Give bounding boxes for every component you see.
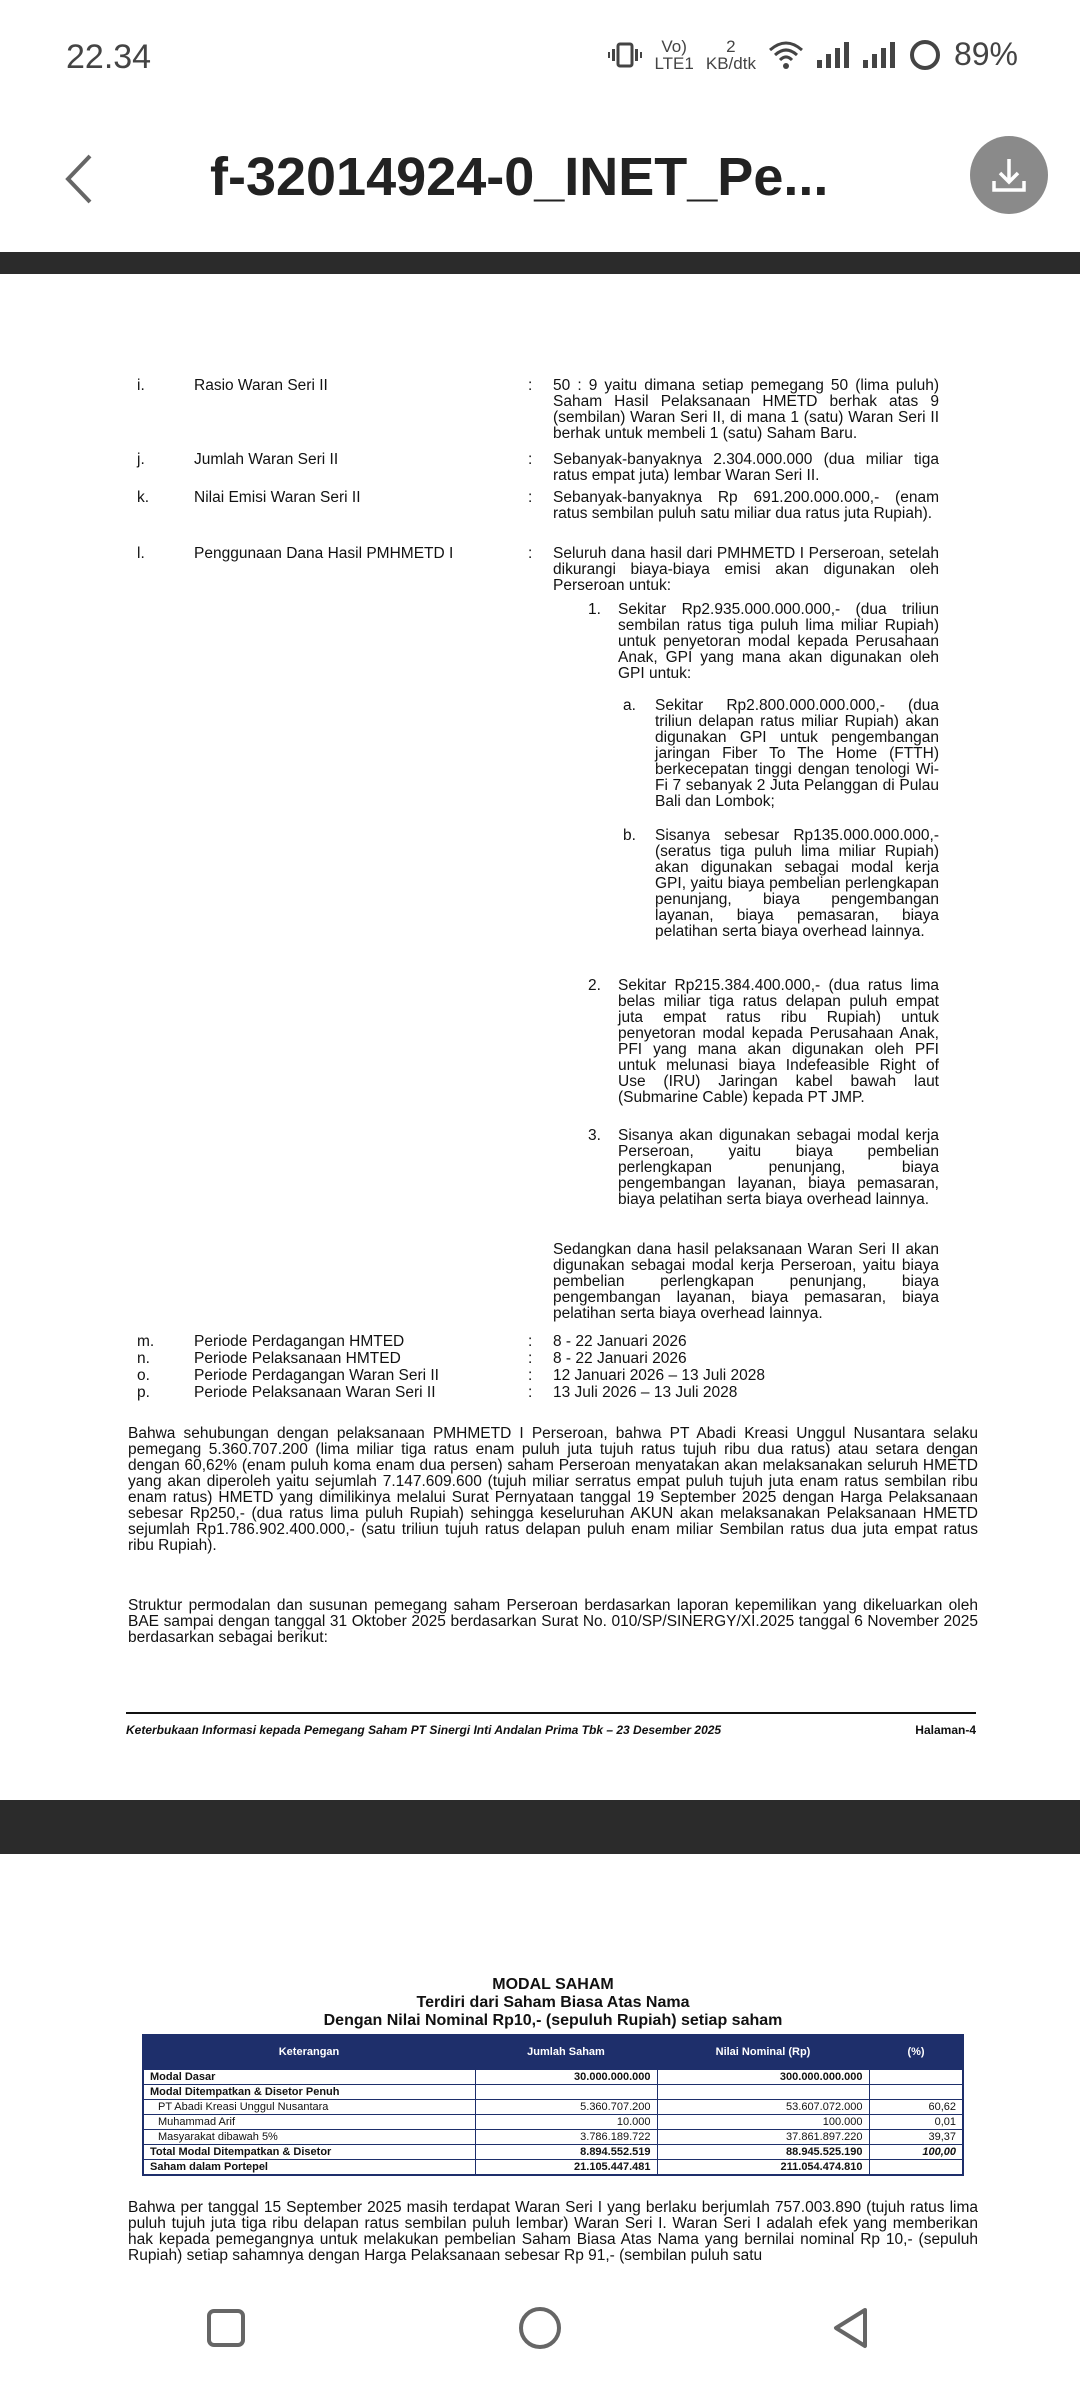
col-header-jumlah-saham: Jumlah Saham: [475, 2035, 657, 2069]
item-label: Rasio Waran Seri II: [194, 377, 328, 394]
period-marker: p.: [137, 1384, 150, 1401]
volte-indicator: Vo) LTE1: [654, 36, 694, 73]
nav-back-button[interactable]: [830, 2306, 870, 2350]
network-speed: 2 KB/dtk: [705, 36, 756, 73]
item-separator: :: [528, 545, 533, 562]
cell-percent: 100,00: [869, 2145, 963, 2160]
document-page-5: [0, 1854, 1080, 2270]
capital-table: [142, 2034, 964, 2176]
cell-nominal: [657, 2085, 869, 2100]
table-row: [143, 2115, 963, 2130]
item-separator: :: [528, 377, 533, 394]
capital-title-block: [128, 1976, 978, 2030]
col-header-nilai-nominal: Nilai Nominal (Rp): [657, 2035, 869, 2069]
period-separator: :: [528, 1367, 533, 1384]
use-sub-text: Sisanya sebesar Rp135.000.000.000,- (seratus tiga puluh lima miliar Rupiah) akan digunakan sebagai modal kerja GPI, yaitu biaya pembelian perlengkapan penunjang, biaya pengembangan layanan, biaya pemasaran, biaya pelatihan serta biaya overhead lainnya.: [655, 827, 939, 940]
page-number: Halaman-4: [915, 1723, 976, 1737]
cell-percent: 60,62: [869, 2100, 963, 2115]
period-value: 8 - 22 Januari 2026: [553, 1333, 687, 1350]
use-text: Sisanya akan digunakan sebagai modal kerja Perseroan, yaitu biaya pembelian perlengkapan penunjang, biaya pengembangan layanan, biaya pemasaran, biaya pelatihan serta biaya overhead lainnya.: [618, 1127, 939, 1208]
period-value: 12 Januari 2026 – 13 Juli 2028: [553, 1367, 765, 1384]
wifi-icon: [768, 40, 804, 70]
page-separator-top: [0, 252, 1080, 274]
download-button[interactable]: [970, 136, 1048, 214]
table-row: [143, 2130, 963, 2145]
period-label: Periode Perdagangan Waran Seri II: [194, 1367, 439, 1384]
item-marker: j.: [137, 451, 145, 468]
cell-shares: 5.360.707.200: [475, 2100, 657, 2115]
cell-nominal: 37.861.897.220: [657, 2130, 869, 2145]
item-text: Seluruh dana hasil dari PMHMETD I Perseroan, setelah dikurangi biaya-biaya emisi akan digunakan oleh Perseroan untuk:: [553, 545, 939, 594]
item-label: Nilai Emisi Waran Seri II: [194, 489, 361, 506]
page-separator-middle: [0, 1800, 1080, 1854]
capital-subtitle: Terdiri dari Saham Biasa Atas Nama: [416, 1994, 690, 2011]
period-marker: n.: [137, 1350, 150, 1367]
document-title: f-32014924-0_INET_Pe...: [210, 147, 829, 207]
navigation-bar: [0, 2270, 1080, 2388]
circle-icon: [518, 2306, 562, 2350]
cell-percent: 0,01: [869, 2115, 963, 2130]
table-row: [143, 2100, 963, 2115]
signal-icon-1: [816, 40, 850, 70]
square-icon: [206, 2308, 246, 2348]
status-time: 22.34: [66, 38, 152, 76]
status-icons: [608, 36, 1018, 73]
cell-label: Muhammad Arif: [143, 2115, 475, 2130]
period-label: Periode Pelaksanaan HMTED: [194, 1350, 401, 1367]
period-value: 13 Juli 2026 – 13 Juli 2028: [553, 1384, 738, 1401]
signal-icon-2: [862, 40, 896, 70]
cell-label: Modal Dasar: [143, 2069, 475, 2085]
cell-percent: [869, 2160, 963, 2176]
table-header-row: [143, 2035, 963, 2069]
paragraph-pmhmetd: Bahwa sehubungan dengan pelaksanaan PMHMETD I Perseroan, bahwa PT Abadi Kreasi Unggul Nusantara selaku pemegang 5.360.707.200 (lima miliar tiga ratus enam puluh juta tujuh ratus tujuh ribu dua ratus) atau setara dengan dengan 60,62% (enam puluh koma enam dua persen) saham Perseroan menyatakan akan melaksanakan seluruh HMETD yang akan diperoleh yaitu sejumlah 7.147.609.600 (tujuh miliar serratus empat puluh tujuh juta enam ratus sembilan ribu enam ratus) HMETD yang dimilikinya melalui Surat Pernyataan tanggal 19 September 2025 dengan Harga Pelaksanaan sebesar Rp250,- (dua ratus lima puluh Rupiah) sehingga keseluruhan AKUN akan melaksanakan Pelaksanaan HMETD sejumlah Rp1.786.902.400.000,- (satu triliun tujuh ratus delapan puluh enam miliar Sembilan ratus dua juta empat ratus ribu Rupiah).: [128, 1425, 978, 1554]
period-value: 8 - 22 Januari 2026: [553, 1350, 687, 1367]
cell-nominal: 300.000.000.000: [657, 2069, 869, 2085]
cell-shares: 21.105.447.481: [475, 2160, 657, 2176]
app-bar: [0, 110, 1080, 250]
cell-percent: [869, 2069, 963, 2085]
cell-shares: 30.000.000.000: [475, 2069, 657, 2085]
use-number: 2.: [588, 977, 601, 994]
back-button[interactable]: [52, 144, 112, 214]
period-separator: :: [528, 1350, 533, 1367]
cell-percent: 39,37: [869, 2130, 963, 2145]
col-header-percent: (%): [869, 2035, 963, 2069]
page-footer: [126, 1712, 976, 1738]
battery-percent: 89%: [953, 36, 1018, 72]
item-marker: l.: [137, 545, 145, 562]
cell-shares: 10.000: [475, 2115, 657, 2130]
period-label: Periode Pelaksanaan Waran Seri II: [194, 1384, 436, 1401]
period-separator: :: [528, 1384, 533, 1401]
cell-nominal: 100.000: [657, 2115, 869, 2130]
cell-label: Masyarakat dibawah 5%: [143, 2130, 475, 2145]
paragraph-waran-seri-i: Bahwa per tanggal 15 September 2025 masih terdapat Waran Seri I yang berlaku berjumlah 757.003.890 (tujuh ratus lima puluh tujuh juta tiga ribu delapan ratus sembilan puluh lembar) Waran Seri I. Waran Seri I adalah efek yang memberikan hak kepada pemegangnya untuk melakukan pembelian Saham Biasa Atas Nama yang bernilai nominal Rp 10,- (sepuluh Rupiah) setiap sahamnya dengan Harga Pelaksanaan sebesar Rp 91,- (sembilan puluh satu: [128, 2200, 978, 2264]
vibrate-icon: [608, 41, 642, 69]
table-row: [143, 2085, 963, 2100]
footer-text: Keterbukaan Informasi kepada Pemegang Saham PT Sinergi Inti Andalan Prima Tbk – 23 Desember 2025: [126, 1723, 722, 1737]
battery-icon: [908, 38, 942, 72]
waran-use-text: Sedangkan dana hasil pelaksanaan Waran Seri II akan digunakan sebagai modal kerja Perseroan, yaitu biaya pembelian perlengkapan penunjang, biaya pengembangan layanan, biaya pemasaran, biaya pelatihan serta biaya overhead lainnya.: [553, 1241, 939, 1322]
download-icon: [987, 153, 1031, 197]
cell-shares: [475, 2085, 657, 2100]
period-marker: m.: [137, 1333, 155, 1350]
table-row: [143, 2145, 963, 2160]
table-row: [143, 2069, 963, 2085]
cell-shares: 3.786.189.722: [475, 2130, 657, 2145]
use-sub-letter: b.: [623, 827, 636, 844]
paragraph-structure: Struktur permodalan dan susunan pemegang saham Perseroan berdasarkan laporan kepemilikan yang dikeluarkan oleh BAE sampai dengan tanggal 31 Oktober 2025 berdasarkan Surat No. 010/SP/SINERGY/XI.2025 tanggal 6 November 2025 berdasarkan sebagai berikut:: [128, 1597, 978, 1646]
use-number: 1.: [588, 601, 601, 618]
item-label: Penggunaan Dana Hasil PMHMETD I: [194, 545, 454, 562]
item-label: Jumlah Waran Seri II: [194, 451, 339, 468]
cell-shares: 8.894.552.519: [475, 2145, 657, 2160]
status-bar: [0, 0, 1080, 110]
use-text: Sekitar Rp2.935.000.000.000,- (dua triliun sembilan ratus tiga puluh lima miliar Rupiah) untuk penyetoran modal kepada Perusahaan Anak, GPI yang mana akan digunakan oleh GPI untuk:: [618, 601, 939, 682]
item-text: Sebanyak-banyaknya 2.304.000.000 (dua miliar tiga ratus empat juta) lembar Waran Seri II.: [553, 451, 939, 484]
document-page-4: [0, 274, 1080, 1800]
period-separator: :: [528, 1333, 533, 1350]
use-sub-text: Sekitar Rp2.800.000.000.000,- (dua triliun delapan ratus miliar Rupiah) akan digunakan GPI untuk pengembangan jaringan Fiber To The Home (FTTH) berkecepatan tinggi dengan tenologi Wi-Fi 7 sebanyak 2 Juta Pelanggan di Pulau Bali dan Lombok;: [655, 697, 939, 810]
home-button[interactable]: [518, 2306, 562, 2350]
triangle-back-icon: [830, 2306, 870, 2350]
period-marker: o.: [137, 1367, 150, 1384]
item-text: 50 : 9 yaitu dimana setiap pemegang 50 (lima puluh) Saham Hasil Pelaksanaan HMETD berhak atas 9 (sembilan) Waran Seri II, di mana 1 (satu) Waran Seri II berhak untuk membeli 1 (satu) Saham Baru.: [553, 377, 939, 442]
use-text: Sekitar Rp215.384.400.000,- (dua ratus lima belas miliar tiga ratus delapan puluh empat juta empat ratus ribu Rupiah) untuk penyetoran modal kepada Perusahaan Anak, PFI yang mana akan digunakan oleh PFI untuk melunasi biaya Indefeasible Right of Use (IRU) Jaringan kabel bawah laut (Submarine Cable) kepada PT JMP.: [618, 977, 939, 1106]
cell-label: Modal Ditempatkan & Disetor Penuh: [143, 2085, 475, 2100]
cell-nominal: 88.945.525.190: [657, 2145, 869, 2160]
table-row: [143, 2160, 963, 2176]
item-separator: :: [528, 489, 533, 506]
recents-button[interactable]: [206, 2308, 246, 2348]
capital-nominal: Dengan Nilai Nominal Rp10,- (sepuluh Rupiah) setiap saham: [323, 2012, 783, 2029]
period-label: Periode Perdagangan HMTED: [194, 1333, 405, 1350]
item-marker: k.: [137, 489, 150, 506]
use-number: 3.: [588, 1127, 601, 1144]
cell-nominal: 211.054.474.810: [657, 2160, 869, 2176]
cell-label: Total Modal Ditempatkan & Disetor: [143, 2145, 475, 2160]
item-text: Sebanyak-banyaknya Rp 691.200.000.000,- (enam ratus sembilan puluh satu miliar dua ratus juta Rupiah).: [553, 489, 939, 522]
col-header-keterangan: Keterangan: [143, 2035, 475, 2069]
capital-title: MODAL SAHAM: [492, 1976, 614, 1993]
use-sub-letter: a.: [623, 697, 636, 714]
cell-label: Saham dalam Portepel: [143, 2160, 475, 2176]
item-separator: :: [528, 451, 533, 468]
chevron-left-icon: [52, 144, 112, 214]
item-marker: i.: [137, 377, 145, 394]
cell-percent: [869, 2085, 963, 2100]
cell-label: PT Abadi Kreasi Unggul Nusantara: [143, 2100, 475, 2115]
cell-nominal: 53.607.072.000: [657, 2100, 869, 2115]
